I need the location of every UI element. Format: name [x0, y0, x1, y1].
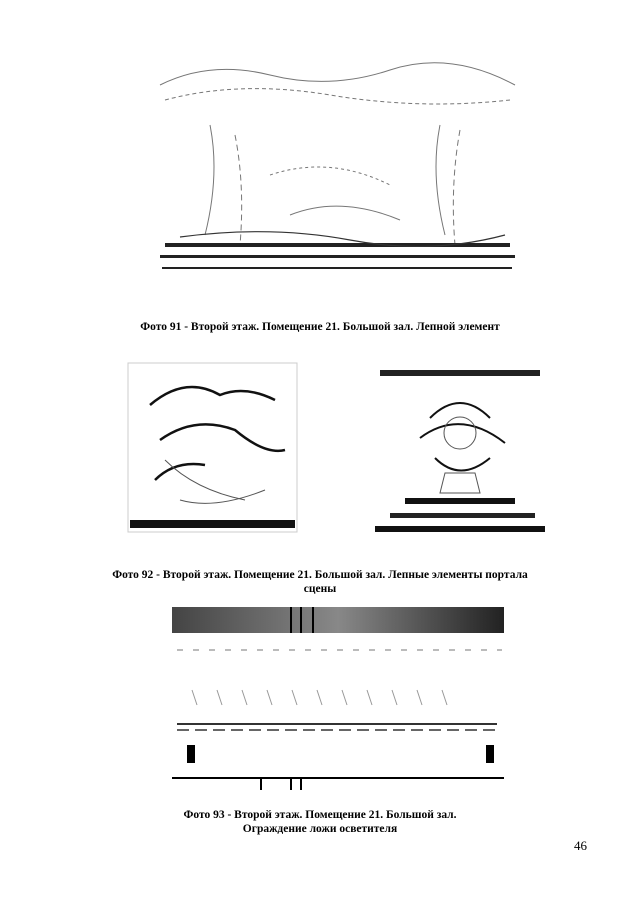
page-number: 46 — [574, 838, 587, 853]
photo-93-caption-line2: Ограждение ложи осветителя — [242, 823, 398, 835]
photo-93-caption-line1: Фото 93 - Второй этаж. Помещение 21. Большой зал. — [183, 809, 457, 821]
photo-93-caption — [60, 808, 580, 836]
photo-92-left-relief — [125, 360, 300, 535]
photo-92-caption-line1: Фото 92 - Второй этаж. Помещение 21. Большой зал. Лепные элементы портала — [112, 569, 528, 581]
photo-93-balustrade — [172, 605, 504, 790]
photo-92-caption-line2: сцены — [303, 583, 337, 595]
photo-91-stucco-element — [150, 55, 522, 285]
photo-92-caption — [60, 568, 580, 596]
photo-92-right-relief — [370, 368, 550, 540]
photo-91-caption: Фото 91 - Второй этаж. Помещение 21. Большой зал. Лепной элемент — [140, 321, 500, 333]
